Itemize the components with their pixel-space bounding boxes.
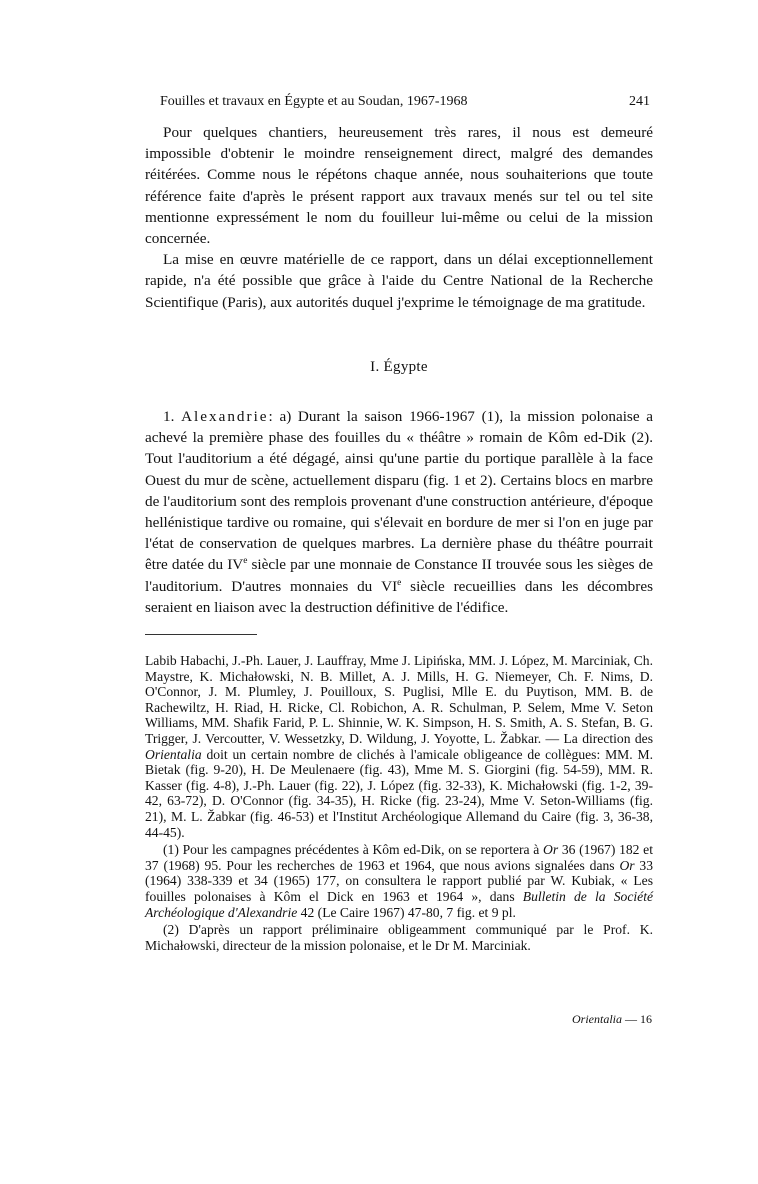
century-6: VI xyxy=(381,577,398,595)
footer-signature: 16 xyxy=(640,1012,652,1026)
footnote-ref-2: (2) xyxy=(631,429,650,447)
paragraph-1: Pour quelques chantiers, heureusement très rares, il nous est demeuré impossible d'obtenir le moindre renseignement direct, malgré des demandes réitérées. Comme nous le répétons chaque année, nous souhaiterions que toute référence faite d'après le présent rapport aux travaux menés sur tel ou tel site mentionne expressément le nom du fouilleur lui-même ou celui de la mission concernée. xyxy=(145,124,653,248)
century-4: IV xyxy=(227,556,244,574)
journal-name: Orientalia xyxy=(145,746,202,762)
footer-dash: — xyxy=(622,1012,640,1026)
section-title: I. Égypte xyxy=(370,358,428,375)
footnote-2-mark: (2) xyxy=(163,922,179,938)
item-number: 1. xyxy=(163,408,175,426)
footnotes xyxy=(145,653,653,953)
running-title: Fouilles et travaux en Égypte et au Soudan, 1967-1968 xyxy=(160,94,468,109)
footnote-continuation xyxy=(145,653,653,840)
century-6-sup: e xyxy=(397,577,402,588)
footnote-ref-1: (1) xyxy=(481,408,500,426)
running-header xyxy=(160,94,650,110)
signature-line xyxy=(528,1012,652,1027)
century-4-sup: e xyxy=(243,556,248,567)
page-number: 241 xyxy=(629,94,650,109)
continuation-text-a: Labib Habachi, J.-Ph. Lauer, J. Lauffray, Mme J. Lipińska, MM. J. López, M. Marciniak, Ch. Maystre, K. Michałowski, N. B. Millet, A. J. Mills, H. G. Niemeyer, Ch. F. Nims, D. O'Connor, J. M. Plumley, J. Pouilloux, S. Puglisi, Mlle E. du Puytison, MM. B. de Rachewiltz, H. Riad, H. Ricke, Cl. Robichon, A. R. Schulman, P. Selem, Mme V. Seton Williams, MM. Shafik Farid, P. L. Shinnie, W. K. Simpson, H. S. Smith, A. S. Stefan, B. G. Trigger, J. Vercoutter, V. Wessetzky, D. Wildung, J. Yoyotte, L. Žabkar. — La direction des xyxy=(145,653,653,746)
footnote-separator xyxy=(145,634,257,635)
footnote-1-or-1: Or xyxy=(543,842,559,858)
footnote-1-text-4: 42 (Le Caire 1967) 47-80, 7 fig. et 9 pl. xyxy=(297,904,516,920)
footnote-2-text: D'après un rapport préliminaire obligeamment communiqué par le Prof. K. Michałowski, directeur de la mission polonaise, et le Dr M. Marciniak. xyxy=(145,922,653,953)
continuation-text-b: doit un certain nombre de clichés à l'amicale obligeance de collègues: MM. M. Bietak (fig. 9-20), H. De Meulenaere (fig. 43), Mme M. S. Giorgini (fig. 54-59), MM. R. Kasser (fig. 4-8), J.-Ph. Lauer (fig. 22), J. López (fig. 32-33), K. Michałowski (fig. 1-2, 39-42, 63-72), D. O'Connor (fig. 34-35), H. Ricke (fig. 23-24), Mme V. Seton-Williams (fig. 21), M. L. Žabkar (fig. 46-53) et l'Institut Archéologique Allemand du Caire (fig. 3, 36-38, 44-45). xyxy=(145,746,653,840)
footnote-1-text-2: 36 (1967) 182 et 37 (1968) 95. Pour les recherches de 1963 et 1964, que nous avions signalées dans xyxy=(145,842,653,873)
paragraph-3 xyxy=(145,406,653,618)
para3-part-d: siècle par une monnaie de Constance II trouvée sous les sièges de l'auditorium. D'autres monnaies du xyxy=(145,556,653,595)
para3-part-a: : a) Durant la saison 1966-1967 xyxy=(268,408,482,426)
footnote-1-text-1: Pour les campagnes précédentes à Kôm ed-Dik, on se reportera à xyxy=(178,842,544,858)
footnote-1 xyxy=(145,842,653,920)
site-name: Alexandrie xyxy=(181,408,269,426)
footnote-1-or-2: Or xyxy=(619,857,635,873)
para3-part-b: , la mission polonaise a achevé la première phase des fouilles du « théâtre » romain de Kôm ed-Dik xyxy=(145,408,653,447)
footnote-1-mark: (1) xyxy=(163,842,179,858)
paragraph-2: La mise en œuvre matérielle de ce rapport, dans un délai exceptionnellement rapide, n'a été possible que grâce à l'aide du Centre National de la Recherche Scientifique (Paris), aux autorités duquel j'exprime le témoignage de ma gratitude. xyxy=(145,251,653,311)
footnote-1-text-3: 33 (1964) 338-339 et 34 (1965) 177, on consultera le rapport publié par W. Kubiak, « Les fouilles polonaises à Kôm el Dick en 1963 et 1964 », dans xyxy=(145,857,653,904)
footnote-2 xyxy=(145,922,653,953)
footnote-1-bulletin: Bulletin de la Société Archéologique d'Alexandrie xyxy=(145,888,653,920)
para3-part-e: siècle recueillies dans les décombres seraient en liaison avec la destruction définitive de l'édifice. xyxy=(145,577,653,616)
para3-part-c: . Tout l'auditorium a été dégagé, ainsi qu'une partie du portique parallèle à la face Ouest du mur de scène, actuellement disparu (fig. 1 et 2). Certains blocs en marbre de l'auditorium sont des remplois provenant d'une construction antérieure, d'époque hellénistique tardive ou romaine, qui s'élevait en bordure de mer si l'on en juge par l'état de conservation de quelques marbres. La dernière phase du théâtre pourrait être datée du xyxy=(145,429,653,574)
footer-journal: Orientalia xyxy=(572,1012,622,1026)
main-text xyxy=(145,122,653,618)
